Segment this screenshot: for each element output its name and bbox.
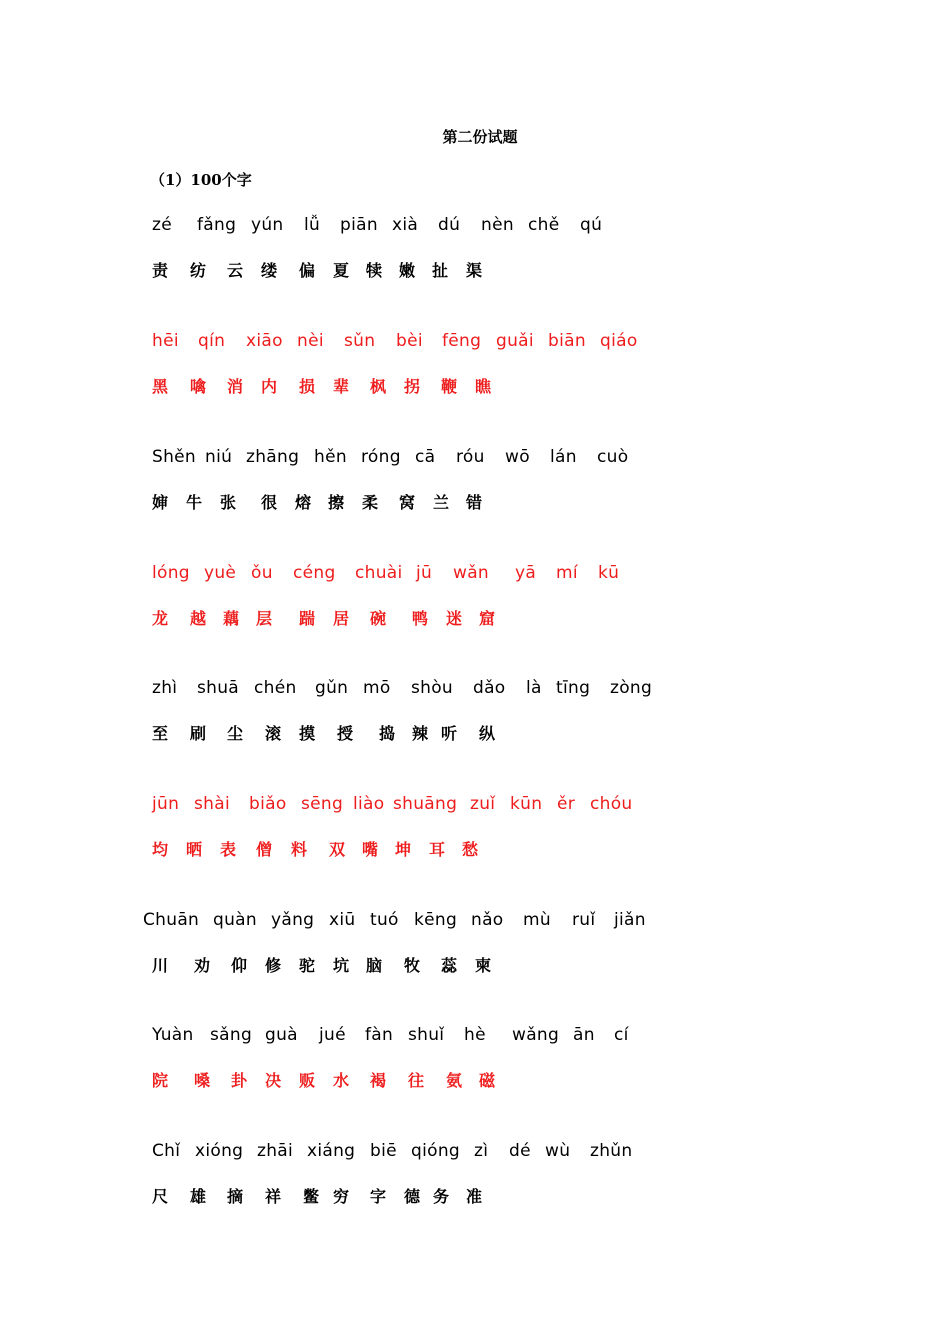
hanzi-character: 准 bbox=[466, 1187, 483, 1206]
hanzi-character: 很 bbox=[261, 493, 278, 512]
hanzi-row bbox=[0, 608, 950, 630]
pinyin-word: biǎo bbox=[249, 794, 287, 814]
pinyin-word: mù bbox=[523, 910, 551, 930]
pinyin-word: piān bbox=[340, 215, 378, 235]
hanzi-character: 摘 bbox=[227, 1187, 244, 1206]
hanzi-character: 决 bbox=[265, 1071, 282, 1090]
pinyin-word: fēng bbox=[442, 331, 482, 351]
hanzi-character: 授 bbox=[337, 724, 354, 743]
hanzi-character: 耳 bbox=[429, 840, 446, 859]
hanzi-character: 错 bbox=[466, 493, 483, 512]
pinyin-word: lán bbox=[550, 447, 577, 467]
hanzi-character: 均 bbox=[152, 840, 169, 859]
pinyin-word: Yuàn bbox=[152, 1025, 194, 1045]
pinyin-word: jū bbox=[416, 563, 433, 583]
hanzi-character: 僧 bbox=[256, 840, 273, 859]
hanzi-character: 婶 bbox=[152, 493, 169, 512]
hanzi-character: 扯 bbox=[432, 261, 449, 280]
pinyin-word: nèi bbox=[297, 331, 324, 351]
hanzi-character: 纵 bbox=[479, 724, 496, 743]
hanzi-character: 辣 bbox=[412, 724, 429, 743]
hanzi-character: 祥 bbox=[265, 1187, 282, 1206]
pinyin-word: cā bbox=[415, 447, 436, 467]
pinyin-word: shuā bbox=[197, 678, 240, 698]
hanzi-character: 责 bbox=[152, 261, 169, 280]
pinyin-word: wǎn bbox=[453, 563, 489, 583]
pinyin-word: gǔn bbox=[315, 678, 349, 698]
hanzi-character: 刷 bbox=[190, 724, 207, 743]
hanzi-character: 柬 bbox=[475, 956, 492, 975]
pinyin-row bbox=[0, 562, 950, 584]
hanzi-character: 氨 bbox=[446, 1071, 463, 1090]
hanzi-character: 穷 bbox=[333, 1187, 350, 1206]
pinyin-row bbox=[0, 1024, 950, 1046]
hanzi-character: 犊 bbox=[366, 261, 383, 280]
pinyin-word: yā bbox=[515, 563, 537, 583]
hanzi-character: 黑 bbox=[152, 377, 169, 396]
hanzi-character: 磁 bbox=[479, 1071, 496, 1090]
hanzi-character: 迷 bbox=[446, 609, 463, 628]
pinyin-word: hēi bbox=[152, 331, 179, 351]
hanzi-character: 嗓 bbox=[194, 1071, 211, 1090]
pinyin-word: zhì bbox=[152, 678, 178, 698]
pinyin-word: nèn bbox=[481, 215, 514, 235]
hanzi-character: 踹 bbox=[299, 609, 316, 628]
pinyin-row bbox=[0, 793, 950, 815]
hanzi-character: 雄 bbox=[190, 1187, 207, 1206]
hanzi-character: 嫩 bbox=[399, 261, 416, 280]
pinyin-word: ān bbox=[573, 1025, 595, 1045]
pinyin-word: qú bbox=[580, 215, 603, 235]
pinyin-word: Chǐ bbox=[152, 1141, 181, 1161]
pinyin-word: wǎng bbox=[512, 1025, 560, 1045]
hanzi-character: 务 bbox=[433, 1187, 450, 1206]
pinyin-word: fàn bbox=[365, 1025, 394, 1045]
pinyin-word: hè bbox=[464, 1025, 486, 1045]
hanzi-character: 修 bbox=[265, 956, 282, 975]
hanzi-character: 层 bbox=[256, 609, 273, 628]
pinyin-word: ǒu bbox=[251, 563, 273, 583]
hanzi-character: 熔 bbox=[295, 493, 312, 512]
hanzi-character: 居 bbox=[333, 609, 350, 628]
hanzi-character: 内 bbox=[261, 377, 278, 396]
hanzi-character: 瞧 bbox=[475, 377, 492, 396]
pinyin-word: zòng bbox=[610, 678, 653, 698]
hanzi-character: 表 bbox=[220, 840, 237, 859]
hanzi-character: 渠 bbox=[466, 261, 483, 280]
pinyin-word: zhāi bbox=[257, 1141, 294, 1161]
hanzi-character: 云 bbox=[227, 261, 244, 280]
pinyin-word: zì bbox=[474, 1141, 489, 1161]
pinyin-word: xià bbox=[392, 215, 419, 235]
pinyin-word: jūn bbox=[152, 794, 180, 814]
pinyin-word: jué bbox=[319, 1025, 346, 1045]
pinyin-word: qín bbox=[198, 331, 226, 351]
pinyin-word: sēng bbox=[301, 794, 344, 814]
hanzi-character: 愁 bbox=[462, 840, 479, 859]
hanzi-character: 消 bbox=[227, 377, 244, 396]
hanzi-character: 尘 bbox=[227, 724, 244, 743]
hanzi-character: 料 bbox=[291, 840, 308, 859]
hanzi-character: 德 bbox=[404, 1187, 421, 1206]
pinyin-word: qióng bbox=[411, 1141, 460, 1161]
hanzi-character: 嘴 bbox=[362, 840, 379, 859]
pinyin-word: jiǎn bbox=[614, 910, 646, 930]
hanzi-row bbox=[0, 1186, 950, 1208]
hanzi-character: 褐 bbox=[370, 1071, 387, 1090]
hanzi-character: 贩 bbox=[299, 1071, 316, 1090]
pinyin-word: nǎo bbox=[471, 910, 504, 930]
pinyin-word: chén bbox=[254, 678, 297, 698]
hanzi-character: 听 bbox=[441, 724, 458, 743]
hanzi-character: 鳖 bbox=[303, 1187, 320, 1206]
hanzi-character: 碗 bbox=[370, 609, 387, 628]
hanzi-character: 辈 bbox=[333, 377, 350, 396]
hanzi-character: 往 bbox=[408, 1071, 425, 1090]
pinyin-word: chóu bbox=[590, 794, 633, 814]
pinyin-word: róng bbox=[361, 447, 401, 467]
hanzi-character: 捣 bbox=[379, 724, 396, 743]
pinyin-word: sǎng bbox=[210, 1025, 253, 1045]
hanzi-character: 枫 bbox=[370, 377, 387, 396]
hanzi-row bbox=[0, 260, 950, 282]
hanzi-character: 摸 bbox=[299, 724, 316, 743]
hanzi-character: 晒 bbox=[186, 840, 203, 859]
pinyin-word: cuò bbox=[597, 447, 629, 467]
pinyin-word: ěr bbox=[557, 794, 576, 814]
pinyin-word: yuè bbox=[204, 563, 237, 583]
pinyin-word: yǎng bbox=[271, 910, 315, 930]
pinyin-word: quàn bbox=[213, 910, 257, 930]
pinyin-row bbox=[0, 1140, 950, 1162]
pinyin-word: chě bbox=[528, 215, 560, 235]
hanzi-row bbox=[0, 492, 950, 514]
pinyin-word: Chuān bbox=[143, 910, 200, 930]
pinyin-word: zhǔn bbox=[590, 1141, 633, 1161]
pinyin-row bbox=[0, 446, 950, 468]
hanzi-character: 损 bbox=[299, 377, 316, 396]
section-heading: （1）100个字 bbox=[150, 171, 252, 189]
pinyin-word: shuāng bbox=[393, 794, 458, 814]
pinyin-word: Shěn bbox=[152, 447, 196, 467]
pinyin-word: tuó bbox=[370, 910, 399, 930]
hanzi-character: 至 bbox=[152, 724, 169, 743]
pinyin-word: shòu bbox=[411, 678, 454, 698]
pinyin-row bbox=[0, 214, 950, 236]
hanzi-character: 纺 bbox=[190, 261, 207, 280]
hanzi-character: 滚 bbox=[265, 724, 282, 743]
hanzi-character: 拐 bbox=[404, 377, 421, 396]
pinyin-word: là bbox=[526, 678, 542, 698]
hanzi-character: 卦 bbox=[231, 1071, 248, 1090]
pinyin-word: zhāng bbox=[246, 447, 300, 467]
pinyin-word: fǎng bbox=[197, 215, 237, 235]
hanzi-character: 坑 bbox=[333, 956, 350, 975]
pinyin-word: mí bbox=[556, 563, 578, 583]
pinyin-word: xiū bbox=[329, 910, 356, 930]
pinyin-word: mō bbox=[363, 678, 391, 698]
hanzi-character: 尺 bbox=[152, 1187, 169, 1206]
hanzi-character: 龙 bbox=[152, 609, 169, 628]
pinyin-word: cí bbox=[614, 1025, 629, 1045]
hanzi-character: 兰 bbox=[433, 493, 450, 512]
pinyin-row bbox=[0, 330, 950, 352]
hanzi-character: 双 bbox=[329, 840, 346, 859]
pinyin-word: lóng bbox=[152, 563, 190, 583]
pinyin-word: dǎo bbox=[473, 678, 506, 698]
pinyin-word: sǔn bbox=[344, 331, 376, 351]
pinyin-word: niú bbox=[205, 447, 233, 467]
pinyin-word: wù bbox=[545, 1141, 571, 1161]
pinyin-word: zuǐ bbox=[470, 794, 496, 814]
pinyin-word: shài bbox=[194, 794, 230, 814]
hanzi-character: 劝 bbox=[194, 956, 211, 975]
hanzi-character: 水 bbox=[333, 1071, 350, 1090]
hanzi-character: 越 bbox=[190, 609, 207, 628]
pinyin-word: hěn bbox=[314, 447, 347, 467]
hanzi-character: 牛 bbox=[186, 493, 203, 512]
hanzi-character: 窟 bbox=[479, 609, 496, 628]
hanzi-character: 偏 bbox=[299, 261, 316, 280]
pinyin-word: xióng bbox=[195, 1141, 244, 1161]
hanzi-character: 噙 bbox=[190, 377, 207, 396]
hanzi-character: 鸭 bbox=[412, 609, 429, 628]
pinyin-word: shuǐ bbox=[408, 1025, 445, 1045]
pinyin-word: liào bbox=[353, 794, 385, 814]
pinyin-word: yún bbox=[251, 215, 284, 235]
hanzi-character: 字 bbox=[370, 1187, 387, 1206]
pinyin-word: ruǐ bbox=[572, 910, 596, 930]
document-title: 第二份试题 bbox=[442, 128, 518, 146]
hanzi-character: 蕊 bbox=[441, 956, 458, 975]
hanzi-character: 牧 bbox=[404, 956, 421, 975]
pinyin-word: dé bbox=[509, 1141, 531, 1161]
pinyin-word: kūn bbox=[510, 794, 543, 814]
pinyin-word: lǚ bbox=[304, 215, 321, 235]
pinyin-word: bèi bbox=[396, 331, 423, 351]
hanzi-character: 鞭 bbox=[441, 377, 458, 396]
hanzi-character: 张 bbox=[220, 493, 237, 512]
hanzi-row bbox=[0, 1070, 950, 1092]
pinyin-word: céng bbox=[293, 563, 336, 583]
hanzi-character: 驼 bbox=[299, 956, 316, 975]
hanzi-row bbox=[0, 839, 950, 861]
hanzi-character: 川 bbox=[152, 956, 169, 975]
hanzi-character: 擦 bbox=[328, 493, 345, 512]
pinyin-word: wō bbox=[505, 447, 530, 467]
pinyin-word: biē bbox=[370, 1141, 397, 1161]
hanzi-character: 仰 bbox=[231, 956, 248, 975]
pinyin-word: kēng bbox=[414, 910, 458, 930]
hanzi-character: 缕 bbox=[261, 261, 278, 280]
pinyin-word: róu bbox=[456, 447, 485, 467]
pinyin-word: zé bbox=[152, 215, 172, 235]
pinyin-word: guǎi bbox=[496, 331, 534, 351]
hanzi-character: 柔 bbox=[362, 493, 379, 512]
hanzi-row bbox=[0, 723, 950, 745]
hanzi-row bbox=[0, 376, 950, 398]
pinyin-word: qiáo bbox=[600, 331, 638, 351]
pinyin-word: chuài bbox=[355, 563, 403, 583]
pinyin-word: xiāo bbox=[246, 331, 283, 351]
pinyin-word: xiáng bbox=[307, 1141, 356, 1161]
hanzi-character: 院 bbox=[152, 1071, 169, 1090]
pinyin-word: biān bbox=[548, 331, 586, 351]
hanzi-character: 窝 bbox=[399, 493, 416, 512]
pinyin-word: dú bbox=[438, 215, 461, 235]
pinyin-word: tīng bbox=[556, 678, 591, 698]
hanzi-character: 脑 bbox=[366, 956, 383, 975]
pinyin-row bbox=[0, 909, 950, 931]
hanzi-character: 藕 bbox=[223, 609, 240, 628]
hanzi-character: 坤 bbox=[395, 840, 412, 859]
hanzi-character: 夏 bbox=[333, 261, 350, 280]
pinyin-word: guà bbox=[265, 1025, 298, 1045]
hanzi-row bbox=[0, 955, 950, 977]
pinyin-row bbox=[0, 677, 950, 699]
pinyin-word: kū bbox=[598, 563, 620, 583]
